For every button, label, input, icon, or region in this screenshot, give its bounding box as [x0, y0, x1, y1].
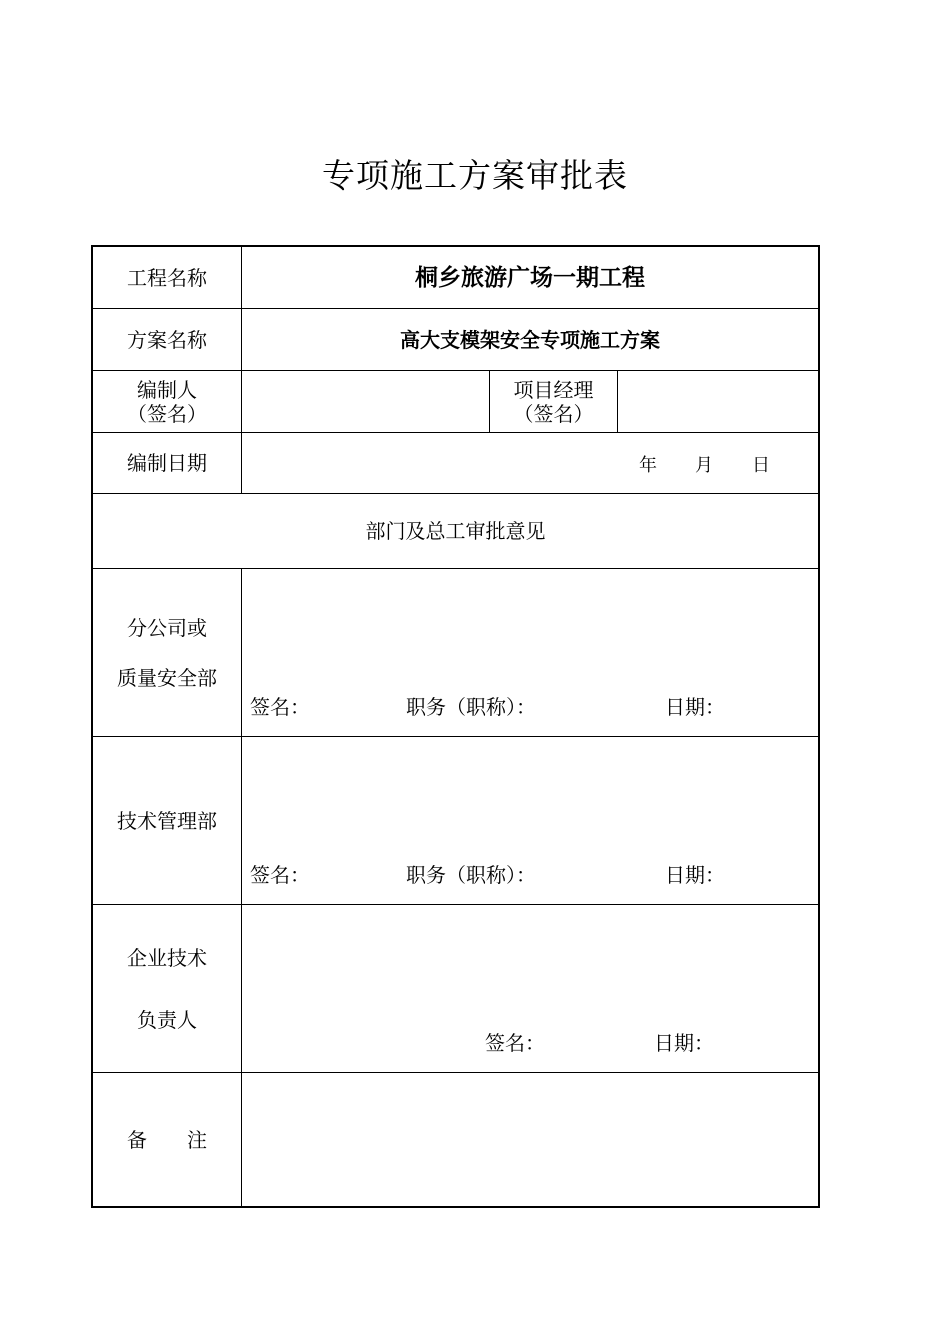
- compile-date-label: 编制日期: [127, 451, 207, 475]
- remarks-label: 备 注: [127, 1127, 207, 1152]
- enterprise-lead-label: [93, 905, 241, 1072]
- approval-section-header: 部门及总工审批意见: [365, 519, 546, 543]
- branch-date-label: 日期：: [665, 695, 725, 719]
- enterprise-lead-line1: 企业技术: [127, 945, 207, 970]
- manager-label: [490, 371, 617, 432]
- remarks-field[interactable]: [242, 1073, 818, 1206]
- plan-name-label: 方案名称: [127, 327, 207, 352]
- date-month: 月: [695, 455, 713, 476]
- enterprise-lead-line2: 负责人: [137, 1007, 197, 1032]
- plan-name-value: 高大支模架安全专项施工方案: [400, 327, 660, 352]
- date-day: 日: [752, 455, 770, 476]
- enterprise-sign-label: 签名：: [485, 1031, 545, 1055]
- author-label-line2: （签名）: [127, 401, 207, 426]
- author-signature-field[interactable]: [242, 371, 489, 432]
- manager-label-line2: （签名）: [513, 401, 594, 426]
- manager-label-line1: 项目经理: [513, 377, 594, 402]
- tech-sign-label: 签名：: [250, 863, 310, 887]
- author-label-line1: 编制人: [137, 377, 197, 402]
- branch-sign-label: 签名：: [250, 695, 310, 719]
- project-name-value: 桐乡旅游广场一期工程: [415, 263, 645, 291]
- manager-signature-field[interactable]: [618, 371, 818, 432]
- branch-position-label: 职务（职称）：: [406, 695, 536, 719]
- project-name-label: 工程名称: [127, 265, 207, 290]
- branch-label-line1: 分公司或: [127, 615, 207, 640]
- approval-form-table: [91, 245, 820, 1208]
- tech-date-label: 日期：: [665, 863, 725, 887]
- tech-dept-label: 技术管理部: [117, 808, 217, 833]
- branch-label: [93, 569, 241, 736]
- author-label: [93, 371, 241, 432]
- branch-label-line2: 质量安全部: [117, 665, 217, 690]
- tech-position-label: 职务（职称）：: [406, 863, 536, 887]
- date-year: 年: [639, 455, 657, 476]
- enterprise-date-label: 日期：: [654, 1031, 714, 1055]
- page-title: 专项施工方案审批表: [322, 156, 628, 195]
